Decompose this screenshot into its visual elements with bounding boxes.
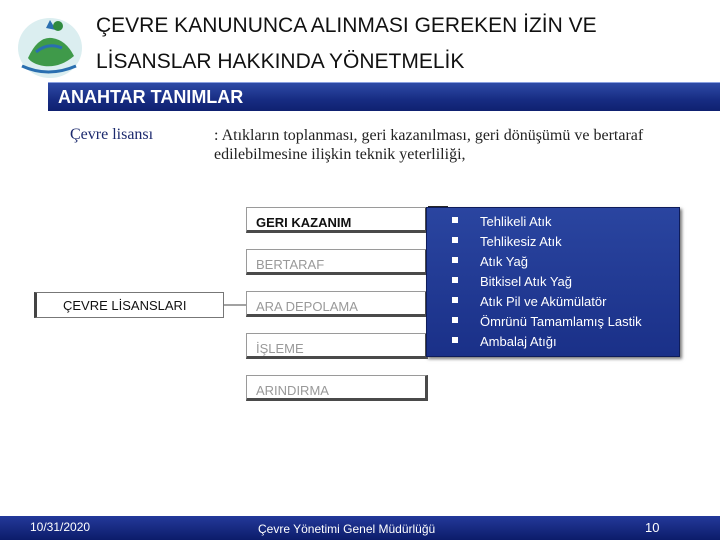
footer-organization: Çevre Yönetimi Genel Müdürlüğü xyxy=(258,522,436,536)
isleme-box: İŞLEME xyxy=(246,333,428,359)
list-item: Atık Pil ve Akümülatör xyxy=(427,291,679,311)
cevre-lisanslari-box: ÇEVRE LİSANSLARI xyxy=(34,292,224,318)
list-item: Tehlikesiz Atık xyxy=(427,231,679,251)
list-item: Tehlikeli Atık xyxy=(427,211,679,231)
arindirma-box: ARINDIRMA xyxy=(246,375,428,401)
list-item: Atık Yağ xyxy=(427,251,679,271)
page-title-line-1: ÇEVRE KANUNUNCA ALINMASI GEREKEN İZİN VE xyxy=(96,14,597,37)
section-title: ANAHTAR TANIMLAR xyxy=(58,87,244,107)
definition-term: Çevre lisansı xyxy=(70,126,154,143)
square-bullet-icon xyxy=(452,217,458,223)
waste-types-panel xyxy=(426,207,680,357)
bertaraf-box: BERTARAF xyxy=(246,249,428,275)
square-bullet-icon xyxy=(452,257,458,263)
list-item: Ambalaj Atığı xyxy=(427,331,679,351)
geri-kazanim-box: GERI KAZANIM xyxy=(246,207,428,233)
definition-text: : Atıkların toplanması, geri kazanılması, geri dönüşümü ve bertaraf edilebilmesine ilişkin teknik yeterliliği, xyxy=(214,127,644,163)
list-item: Bitkisel Atık Yağ xyxy=(427,271,679,291)
square-bullet-icon xyxy=(452,337,458,343)
square-bullet-icon xyxy=(452,237,458,243)
ara-depolama-box: ARA DEPOLAMA xyxy=(246,291,428,317)
footer-bar xyxy=(0,516,720,540)
page-title-line-2: LİSANSLAR HAKKINDA YÖNETMELİK xyxy=(96,50,465,73)
square-bullet-icon xyxy=(452,317,458,323)
page-number: 10 xyxy=(645,520,660,535)
footer-date: 10/31/2020 xyxy=(30,520,91,534)
square-bullet-icon xyxy=(452,297,458,303)
list-item: Ömrünü Tamamlamış Lastik xyxy=(427,311,679,331)
square-bullet-icon xyxy=(452,277,458,283)
